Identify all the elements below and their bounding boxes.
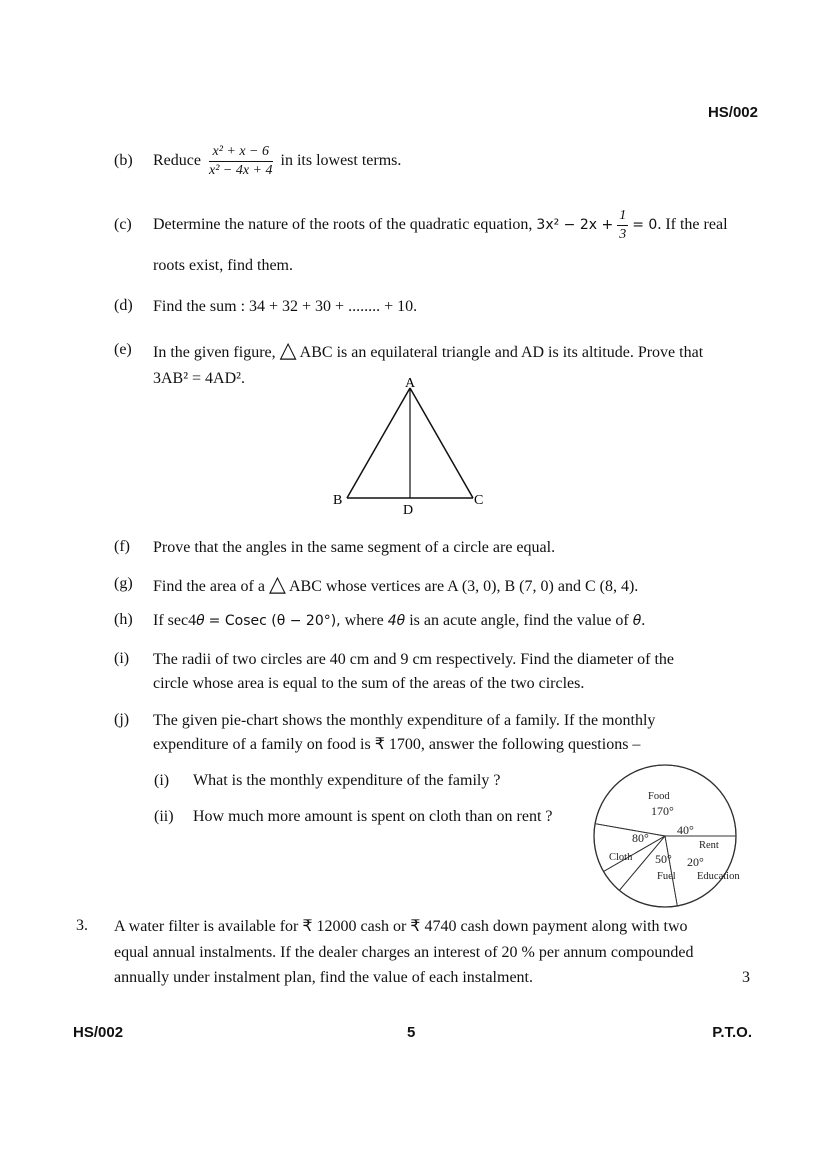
q-e-text (153, 338, 757, 365)
pie-chart (590, 764, 760, 908)
q-h-eq: = Cosec (θ − 20°), (208, 613, 341, 629)
q-i-line1: The radii of two circles are 40 cm and 9 cm respectively. Find the diameter of the (153, 651, 674, 668)
side-ab (347, 388, 410, 498)
q3-marks: 3 (742, 969, 750, 986)
triangle-icon: △ (268, 572, 286, 597)
q-g-text (153, 572, 757, 599)
side-ac (410, 388, 473, 498)
q-c-frac-num: 1 (617, 207, 628, 226)
q-h-text-c: is an acute angle, find the value of (409, 612, 629, 629)
q-c-text-b: . If the real (657, 216, 728, 233)
q-h-text-b: where (344, 612, 384, 629)
q-j-sub1-text: What is the monthly expenditure of the family ? (193, 772, 501, 789)
pie-label-food: Food (648, 791, 670, 802)
q-g-text-b: ABC whose vertices are A (3, 0), B (7, 0) and C (8, 4). (289, 578, 639, 595)
page-number: 5 (407, 1024, 416, 1041)
q-c-text-a: Determine the nature of the roots of the quadratic equation, (153, 216, 533, 233)
vertex-d-label: D (403, 503, 414, 518)
q-c-text (153, 204, 763, 246)
header-code: HS/002 (707, 104, 758, 121)
pie-value-education: 20° (687, 855, 704, 869)
q-c-fraction (617, 207, 628, 244)
q-j-line2: expenditure of a family on food is ₹ 1700, answer the following questions – (153, 736, 641, 753)
pie-label-cloth: Cloth (609, 852, 633, 863)
q-j-line1: The given pie-chart shows the monthly expenditure of a family. If the monthly (153, 712, 656, 729)
q-h-text-a: If sec4 (153, 612, 197, 629)
pie-value-food: 170° (651, 804, 674, 818)
q3-line2: equal annual instalments. If the dealer charges an interest of 20 % per annum compounded (114, 944, 694, 961)
q-d-label: (d) (114, 297, 133, 314)
q-j-sub2-label: (ii) (154, 808, 174, 825)
q-b-numerator: x² + x − 6 (209, 143, 273, 162)
q-c-eq-left: 3x² − 2x + (536, 217, 614, 233)
q-b-suffix: in its lowest terms. (280, 152, 402, 169)
vertex-a-label: A (405, 376, 416, 391)
q-c-frac-den: 3 (619, 226, 627, 242)
pie-label-fuel: Fuel (657, 871, 676, 882)
pie-value-fuel: 50° (655, 852, 672, 866)
q-b-prefix: Reduce (153, 152, 201, 169)
q-d-text: Find the sum : 34 + 32 + 30 + ........ + 10. (153, 298, 418, 315)
q-i-line2: circle whose area is equal to the sum of the areas of the two circles. (153, 675, 585, 692)
vertex-b-label: B (333, 493, 343, 508)
q-i-label: (i) (114, 650, 130, 667)
q-h-label: (h) (114, 611, 133, 628)
q-g-label: (g) (114, 575, 133, 592)
pto-label: P.T.O. (712, 1024, 752, 1041)
q-e-text-a: In the given figure, (153, 344, 276, 361)
q-h-end: . (641, 612, 646, 629)
q3-line3: annually under instalment plan, find the value of each instalment. (114, 969, 533, 986)
q-j-sub2-text: How much more amount is spent on cloth than on rent ? (193, 808, 553, 825)
q-c-label: (c) (114, 216, 132, 233)
vertex-c-label: C (474, 493, 484, 508)
q3-line1: A water filter is available for ₹ 12000 cash or ₹ 4740 cash down payment along with two (114, 918, 688, 935)
q-f-label: (f) (114, 538, 130, 555)
q-h-angle: 4θ (387, 613, 406, 629)
pie-value-cloth: 80° (632, 831, 649, 845)
q-c-line2: roots exist, find them. (153, 257, 293, 274)
q-h-theta2: θ (632, 613, 642, 629)
q-c-eq-right: = 0 (632, 217, 658, 233)
footer-code: HS/002 (73, 1024, 124, 1041)
q-b-text (153, 140, 401, 182)
pie-label-rent: Rent (699, 840, 719, 851)
q-g-text-a: Find the area of a (153, 578, 265, 595)
q-b-label: (b) (114, 152, 133, 169)
q-f-text: Prove that the angles in the same segment of a circle are equal. (153, 539, 556, 556)
q-e-label: (e) (114, 341, 132, 358)
pie-label-education: Education (697, 871, 740, 882)
q3-label: 3. (76, 917, 88, 934)
q-j-sub1-label: (i) (154, 772, 170, 789)
pie-value-rent: 40° (677, 823, 694, 837)
triangle-figure (325, 372, 495, 522)
q-e-line2: 3AB² = 4AD². (153, 370, 245, 387)
q-e-text-b: ABC is an equilateral triangle and AD is its altitude. Prove that (299, 344, 704, 361)
q-h-text (153, 608, 757, 634)
q-b-fraction (209, 143, 273, 180)
triangle-icon: △ (279, 338, 297, 363)
q-h-theta1: θ (196, 613, 205, 629)
q-b-denominator: x² − 4x + 4 (208, 162, 273, 178)
q-j-label: (j) (114, 711, 130, 728)
